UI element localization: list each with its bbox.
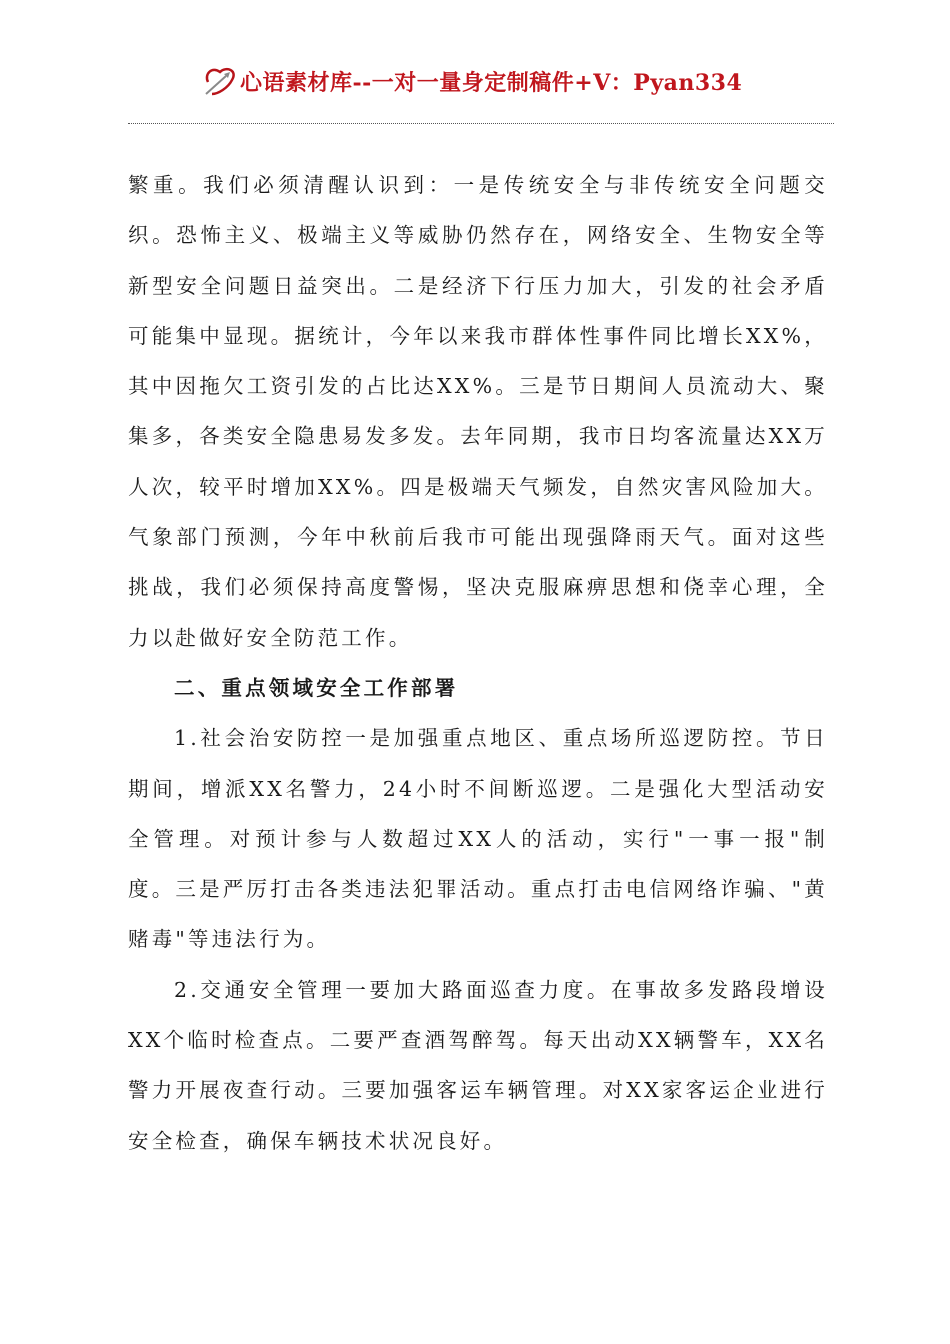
header-divider <box>128 123 834 124</box>
heart-logo-icon <box>202 64 242 98</box>
brand-name: 心语素材库 <box>240 70 353 96</box>
header-title <box>240 66 742 97</box>
body-paragraph: 1.社会治安防控一是加强重点地区、重点场所巡逻防控。节日期间，增派XX名警力，24小时不间断巡逻。二是强化大型活动安全管理。对预计参与人数超过XX人的活动，实行"一事一报"制度。三是严厉打击各类违法犯罪活动。重点打击电信网络诈骗、"黄赌毒"等违法行为。 <box>128 726 828 952</box>
header-separator: -- <box>352 70 372 96</box>
body-paragraph: 繁重。我们必须清醒认识到：一是传统安全与非传统安全问题交织。恐怖主义、极端主义等威胁仍然存在，网络安全、生物安全等新型安全问题日益突出。二是经济下行压力加大，引发的社会矛盾可能集中显现。据统计，今年以来我市群体性事件同比增长XX%，其中因拖欠工资引发的占比达XX%。三是节日期间人员流动大、聚集多，各类安全隐患易发多发。去年同期，我市日均客流量达XX万人次，较平时增加XX%。四是极端天气频发，自然灾害风险加大。气象部门预测，今年中秋前后我市可能出现强降雨天气。面对这些挑战，我们必须保持高度警惕，坚决克服麻痹思想和侥幸心理，全力以赴做好安全防范工作。 <box>128 173 828 650</box>
header-slogan: 一对一量身定制稿件+V：Pyan334 <box>371 70 743 96</box>
body-paragraph: 2.交通安全管理一要加大路面巡查力度。在事故多发路段增设XX个临时检查点。二要严查酒驾醉驾。每天出动XX辆警车，XX名警力开展夜查行动。三要加强客运车辆管理。对XX家客运企业进行安全检查，确保车辆技术状况良好。 <box>128 977 828 1153</box>
document-body <box>128 160 828 1166</box>
section-heading: 二、重点领域安全工作部署 <box>174 675 459 700</box>
page-header <box>0 62 950 102</box>
